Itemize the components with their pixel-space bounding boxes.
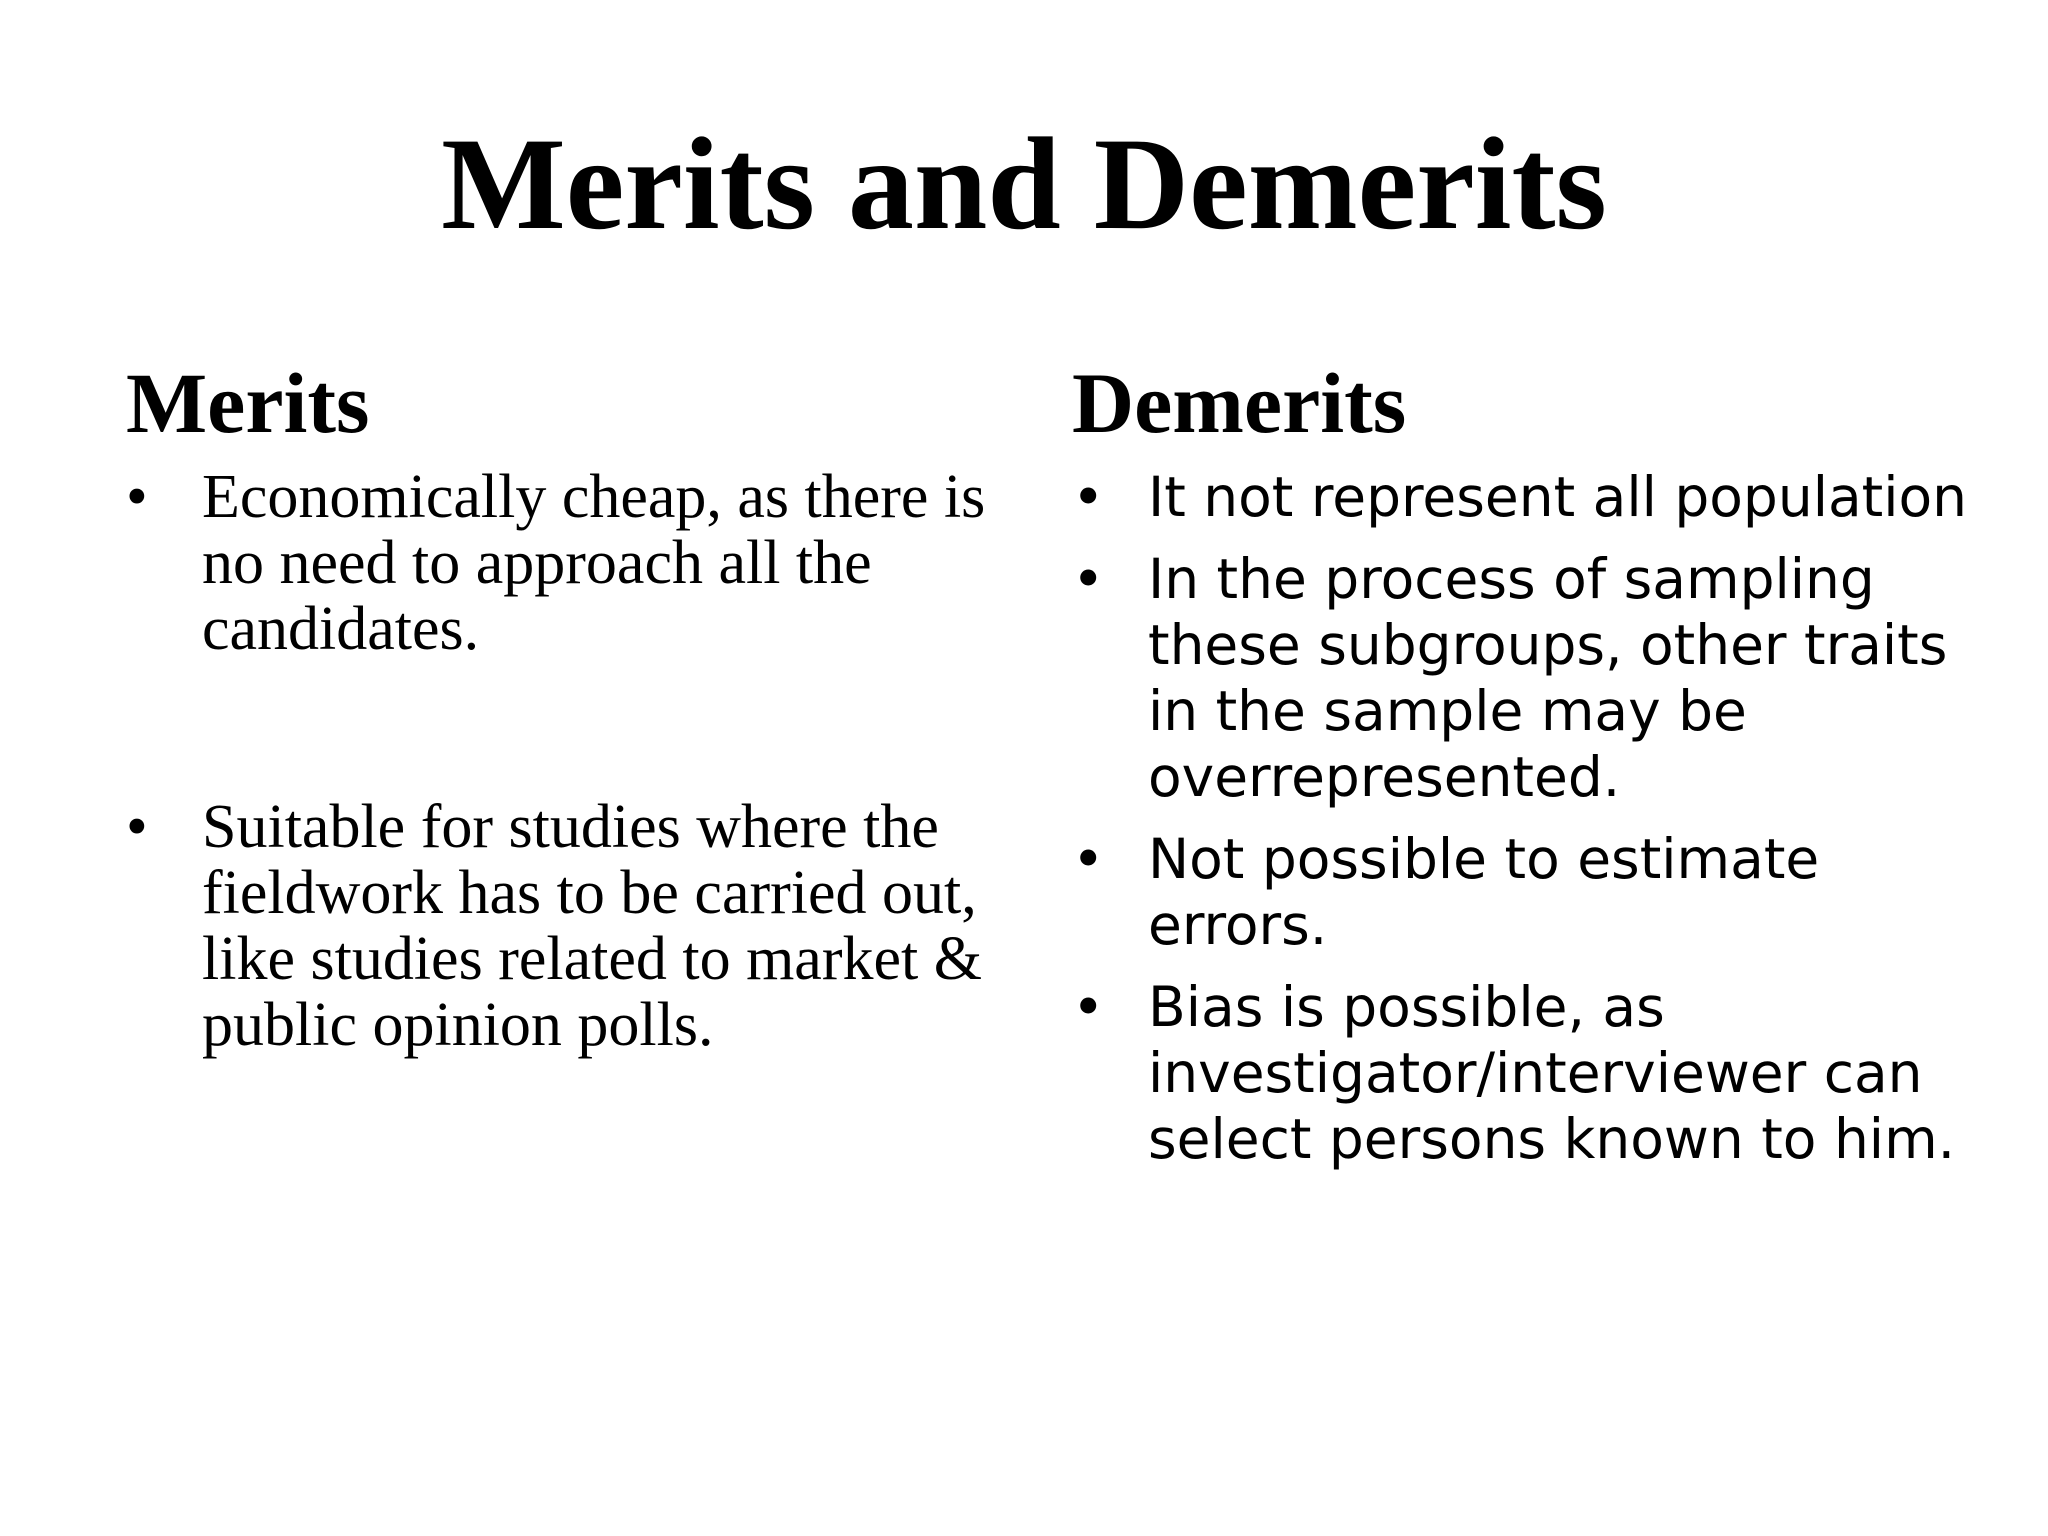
- bullet-icon: •: [126, 793, 148, 861]
- list-item: [1072, 826, 1972, 958]
- list-item: [126, 794, 996, 1058]
- demerits-column: [1072, 355, 1972, 1172]
- list-item: [1072, 974, 1972, 1172]
- list-item-text: Suitable for studies where the fieldwork has to be carried out, like studies related to market & public opinion polls.: [202, 793, 982, 1059]
- bullet-icon: •: [1072, 827, 1105, 891]
- merits-column: [126, 355, 996, 1059]
- list-item: [126, 464, 996, 662]
- demerits-heading: Demerits: [1072, 355, 1407, 451]
- list-item-text: In the process of sampling these subgroups, other traits in the sample may be overrepresented.: [1148, 547, 1948, 809]
- list-item: [1072, 464, 1972, 530]
- merits-list: [126, 464, 996, 1058]
- bullet-icon: •: [1072, 465, 1105, 529]
- list-item-text: Economically cheap, as there is no need to approach all the candidates.: [202, 463, 986, 663]
- list-item-text: Bias is possible, as investigator/interviewer can select persons known to him.: [1148, 975, 1956, 1171]
- list-item-text: Not possible to estimate errors.: [1148, 827, 1820, 957]
- slide-title: Merits and Demerits: [441, 110, 1607, 257]
- list-item: [1072, 546, 1972, 810]
- list-item-text: It not represent all population: [1148, 465, 1968, 529]
- demerits-list: [1072, 464, 1972, 1172]
- bullet-icon: •: [126, 463, 148, 531]
- merits-heading: Merits: [126, 355, 370, 451]
- bullet-icon: •: [1072, 547, 1105, 611]
- bullet-icon: •: [1072, 975, 1105, 1039]
